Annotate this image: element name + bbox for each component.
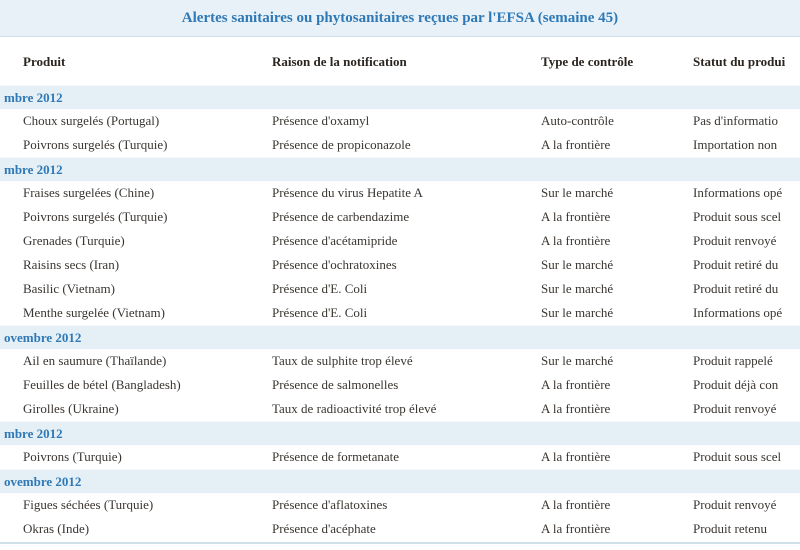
table-row — [0, 229, 800, 253]
cell-statut: Produit renvoyé — [693, 401, 777, 416]
cell-type-controle: Sur le marché — [541, 257, 614, 272]
cell-type-controle: A la frontière — [541, 209, 611, 224]
date-group-header: mbre 2012 — [0, 421, 800, 445]
cell-produit: Poivrons (Turquie) — [23, 449, 122, 464]
cell-raison: Présence d'acéphate — [272, 521, 376, 536]
cell-raison: Présence d'acétamipride — [272, 233, 398, 248]
cell-produit: Choux surgelés (Portugal) — [23, 113, 160, 128]
cell-statut: Produit renvoyé — [693, 497, 777, 512]
cell-type-controle: Sur le marché — [541, 353, 614, 368]
cell-produit: Fraises surgelées (Chine) — [23, 185, 155, 200]
cell-type-controle: Auto-contrôle — [541, 113, 614, 128]
cell-statut: Produit déjà con — [693, 377, 779, 392]
table-row — [0, 445, 800, 469]
table-row — [0, 397, 800, 421]
cell-statut: Produit retiré du — [693, 257, 779, 272]
table-header — [0, 37, 800, 86]
table-row — [0, 493, 800, 517]
cell-statut: Importation non — [693, 137, 778, 152]
date-group-header: mbre 2012 — [0, 85, 800, 109]
cell-produit: Poivrons surgelés (Turquie) — [23, 137, 168, 152]
cell-raison: Présence d'aflatoxines — [272, 497, 388, 512]
table-row — [0, 109, 800, 133]
header-raison: Raison de la notification — [272, 54, 407, 69]
cell-produit: Okras (Inde) — [23, 521, 90, 536]
cell-raison: Présence de formetanate — [272, 449, 400, 464]
cell-raison: Présence d'E. Coli — [272, 305, 368, 320]
cell-type-controle: A la frontière — [541, 233, 611, 248]
table-row — [0, 301, 800, 325]
cell-produit: Poivrons surgelés (Turquie) — [23, 209, 168, 224]
cell-produit: Basilic (Vietnam) — [23, 281, 115, 296]
cell-statut: Informations opé — [693, 305, 783, 320]
table-row — [0, 133, 800, 157]
cell-type-controle: Sur le marché — [541, 281, 614, 296]
cell-produit: Feuilles de bétel (Bangladesh) — [23, 377, 181, 392]
cell-produit: Ail en saumure (Thaïlande) — [23, 353, 167, 368]
cell-produit: Girolles (Ukraine) — [23, 401, 119, 416]
cell-raison: Présence de propiconazole — [272, 137, 411, 152]
date-group-header: ovembre 2012 — [0, 325, 800, 349]
cell-type-controle: Sur le marché — [541, 185, 614, 200]
table-row — [0, 373, 800, 397]
cell-raison: Présence de salmonelles — [272, 377, 399, 392]
cell-statut: Produit retenu — [693, 521, 768, 536]
cell-produit: Raisins secs (Iran) — [23, 257, 120, 272]
header-statut: Statut du produi — [693, 54, 786, 69]
cell-produit: Menthe surgelée (Vietnam) — [23, 305, 165, 320]
table-body — [0, 85, 800, 541]
cell-raison: Présence d'E. Coli — [272, 281, 368, 296]
cell-type-controle: A la frontière — [541, 521, 611, 536]
table-bottom-border — [0, 542, 800, 544]
date-group-header: ovembre 2012 — [0, 469, 800, 493]
table-row — [0, 349, 800, 373]
cell-produit: Figues séchées (Turquie) — [23, 497, 154, 512]
cell-statut: Produit sous scel — [693, 449, 782, 464]
cell-type-controle: A la frontière — [541, 377, 611, 392]
cell-type-controle: A la frontière — [541, 401, 611, 416]
cell-raison: Taux de radioactivité trop élevé — [272, 401, 437, 416]
table-row — [0, 517, 800, 541]
cell-type-controle: A la frontière — [541, 449, 611, 464]
cell-raison: Taux de sulphite trop élevé — [272, 353, 413, 368]
header-produit: Produit — [23, 54, 66, 69]
cell-statut: Produit renvoyé — [693, 233, 777, 248]
table-row — [0, 205, 800, 229]
cell-raison: Présence d'ochratoxines — [272, 257, 397, 272]
header-type-controle: Type de contrôle — [541, 54, 634, 69]
table-title: Alertes sanitaires ou phytosanitaires reçues par l'EFSA (semaine 45) — [0, 0, 800, 37]
table-row — [0, 253, 800, 277]
cell-statut: Produit sous scel — [693, 209, 782, 224]
cell-statut: Produit rappelé — [693, 353, 773, 368]
cell-statut: Informations opé — [693, 185, 783, 200]
cell-type-controle: A la frontière — [541, 137, 611, 152]
cell-raison: Présence d'oxamyl — [272, 113, 370, 128]
cell-raison: Présence du virus Hepatite A — [272, 185, 423, 200]
table-row — [0, 277, 800, 301]
table-row — [0, 181, 800, 205]
cell-type-controle: Sur le marché — [541, 305, 614, 320]
date-group-header: mbre 2012 — [0, 157, 800, 181]
cell-raison: Présence de carbendazime — [272, 209, 410, 224]
cell-statut: Pas d'informatio — [693, 113, 779, 128]
cell-produit: Grenades (Turquie) — [23, 233, 125, 248]
cell-statut: Produit retiré du — [693, 281, 779, 296]
cell-type-controle: A la frontière — [541, 497, 611, 512]
